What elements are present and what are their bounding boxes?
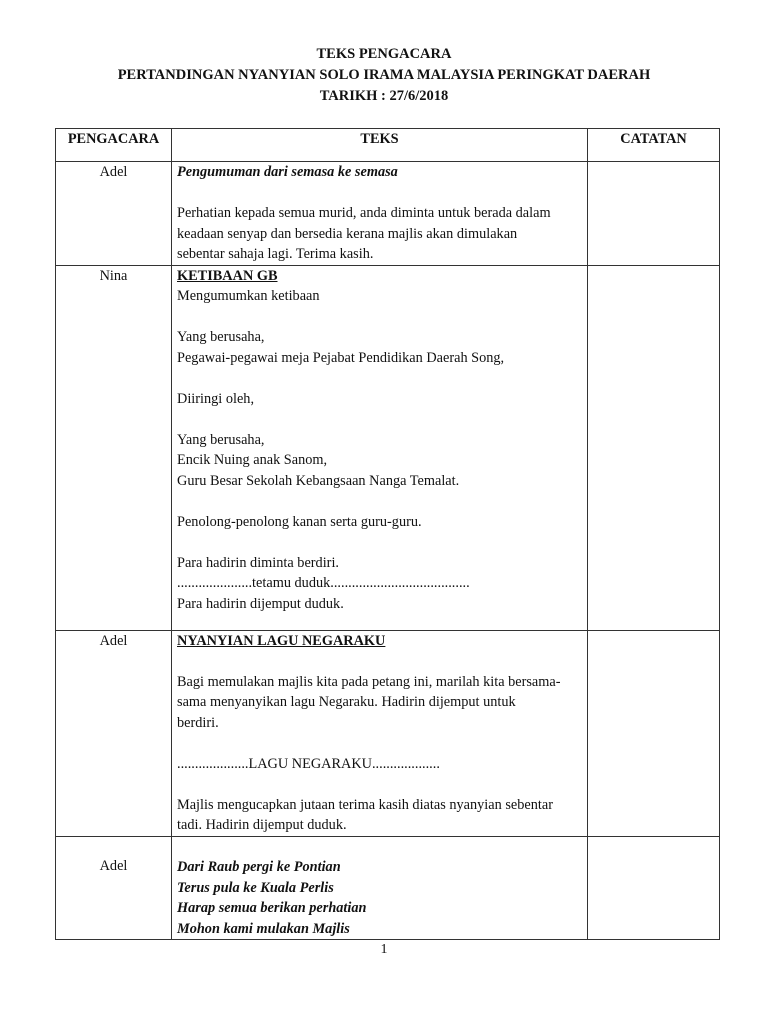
teks-cell [172, 265, 588, 630]
teks-cell [172, 630, 588, 836]
pantun-line: Harap semua berikan perhatian [177, 900, 367, 916]
pantun-line: Dari Raub pergi ke Pontian [177, 859, 341, 875]
text-line: sebentar sahaja lagi. Terima kasih. [177, 246, 374, 262]
pantun-line: Terus pula ke Kuala Perlis [177, 879, 334, 896]
catatan-cell [588, 630, 720, 836]
text-line: Encik Nuing anak Sanom, [177, 452, 328, 468]
text-line: Pegawai-pegawai meja Pejabat Pendidikan Daerah Song, [177, 349, 505, 366]
text-line: Guru Besar Sekolah Kebangsaan Nanga Temalat. [177, 472, 460, 489]
column-header-teks: TEKS [172, 129, 588, 162]
text-line: keadaan senyap dan bersedia kerana majlis akan dimulakan [177, 225, 518, 242]
text-line: sama menyanyikan lagu Negaraku. Hadirin dijemput untuk [177, 694, 516, 710]
table-header-row [56, 129, 720, 162]
script-table [55, 128, 720, 940]
header-title: TEKS PENGACARA [316, 46, 452, 62]
pengacara-cell: Adel [56, 162, 172, 266]
header-event: PERTANDINGAN NYANYIAN SOLO IRAMA MALAYSIA PERINGKAT DAERAH [117, 67, 651, 83]
page-number: 1 [380, 942, 388, 957]
section-title: KETIBAAN GB [177, 267, 278, 284]
table-row [56, 836, 720, 940]
table-row [56, 162, 720, 266]
table-row [56, 630, 720, 836]
section-title: Pengumuman dari semasa ke semasa [177, 164, 398, 180]
teks-cell [172, 162, 588, 266]
table-row [56, 265, 720, 630]
catatan-cell [588, 836, 720, 940]
text-line: ....................LAGU NEGARAKU................... [177, 755, 440, 772]
catatan-cell [588, 265, 720, 630]
text-line: Para hadirin diminta berdiri. [177, 554, 339, 571]
teks-cell [172, 836, 588, 940]
text-line: Diiringi oleh, [177, 390, 255, 407]
pengacara-cell: Adel [56, 630, 172, 836]
text-line: berdiri. [177, 714, 219, 731]
text-line: Yang berusaha, [177, 329, 265, 345]
section-title: NYANYIAN LAGU NEGARAKU [177, 632, 386, 649]
column-header-catatan: CATATAN [588, 129, 720, 162]
document-header [0, 44, 768, 107]
text-line: Bagi memulakan majlis kita pada petang ini, marilah kita bersama- [177, 673, 561, 690]
header-date: TARIKH : 27/6/2018 [319, 88, 449, 104]
text-line: Majlis mengucapkan jutaan terima kasih diatas nyanyian sebentar [177, 796, 553, 813]
pantun-line: Mohon kami mulakan Majlis [177, 920, 350, 937]
text-line: .....................tetamu duduk....................................... [177, 575, 470, 591]
text-line: Penolong-penolong kanan serta guru-guru. [177, 513, 422, 530]
text-line: Perhatian kepada semua murid, anda diminta untuk berada dalam [177, 205, 551, 221]
text-line: Para hadirin dijemput duduk. [177, 595, 344, 612]
pengacara-cell: Adel [56, 836, 172, 940]
text-line: tadi. Hadirin dijemput duduk. [177, 817, 347, 833]
column-header-pengacara: PENGACARA [56, 129, 172, 162]
text-line: Yang berusaha, [177, 431, 265, 448]
pengacara-cell: Nina [56, 265, 172, 630]
catatan-cell [588, 162, 720, 266]
text-line: Mengumumkan ketibaan [177, 288, 320, 304]
